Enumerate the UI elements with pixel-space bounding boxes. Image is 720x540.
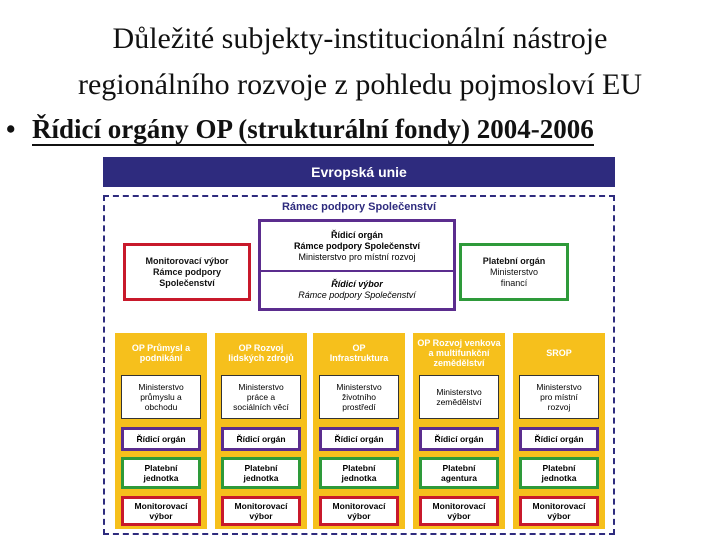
box-line: Ministerstvo	[138, 382, 184, 392]
paying-authority-box	[459, 243, 569, 301]
monitoring-committee-box	[121, 496, 201, 526]
bullet-heading	[6, 114, 720, 145]
op-name-line: OP Rozvoj venkova	[417, 338, 501, 348]
managing-authority-box	[519, 427, 599, 451]
op-name-line: zemědělství	[433, 358, 485, 368]
box-line: výbor	[249, 511, 273, 521]
box-line: jednotka	[143, 473, 179, 483]
monitoring-committee-box	[419, 496, 499, 526]
csf-steering-committee	[261, 272, 453, 308]
ministry-box	[319, 375, 399, 419]
csf-managing-authority-block	[258, 219, 456, 311]
op-column	[313, 333, 405, 529]
box-line: Rámce podpory Společenství	[298, 290, 416, 300]
box-line: Platební	[342, 463, 376, 473]
box-line: Ministerstvo	[436, 387, 482, 397]
box-line: prostředí	[342, 402, 376, 412]
box-line: Monitorovací	[332, 501, 386, 511]
paying-unit-box	[319, 457, 399, 489]
ministry-box	[221, 375, 301, 419]
box-line: Monitorovací	[134, 501, 188, 511]
box-line: Řídicí orgán	[434, 434, 484, 444]
box-line: Monitorovací	[532, 501, 586, 511]
op-name-line: Infrastruktura	[329, 353, 389, 363]
box-line: jednotka	[341, 473, 377, 483]
op-column-header	[215, 333, 307, 373]
op-column	[115, 333, 207, 529]
managing-authority-box	[319, 427, 399, 451]
op-name-line: OP Průmysl a	[131, 343, 191, 353]
box-line: výbor	[149, 511, 173, 521]
paying-unit-box	[221, 457, 301, 489]
eu-header: Evropská unie	[103, 157, 615, 187]
box-line: Řídicí orgán	[330, 229, 383, 240]
box-line: Rámce podpory Společenství	[293, 240, 421, 251]
box-line: Řídicí orgán	[136, 434, 186, 444]
op-column-header	[313, 333, 405, 373]
box-line: výbor	[347, 511, 371, 521]
op-column	[215, 333, 307, 529]
box-line: Společenství	[159, 277, 215, 288]
box-line: zemědělství	[436, 397, 482, 407]
op-name-line: a multifunkční	[428, 348, 490, 358]
managing-authority-box	[419, 427, 499, 451]
csf-frame-title: Rámec podpory Společenství	[281, 201, 437, 213]
ministry-box	[121, 375, 201, 419]
box-line: Monitorovací	[432, 501, 486, 511]
box-line: pro místní	[540, 392, 578, 402]
box-line: Ministerstvo	[238, 382, 284, 392]
ministry-box	[419, 375, 499, 419]
box-line: výbor	[547, 511, 571, 521]
op-column-header	[115, 333, 207, 373]
op-name-line: lidských zdrojů	[228, 353, 294, 363]
box-line: Řídicí výbor	[331, 279, 383, 289]
box-line: rozvoj	[547, 402, 571, 412]
box-line: Řídicí orgán	[334, 434, 384, 444]
csf-managing-authority	[261, 222, 453, 272]
box-line: Ministerstvo	[489, 266, 538, 277]
box-line: Ministerstvo	[336, 382, 382, 392]
box-line: Ministerstvo pro místní rozvoj	[298, 251, 416, 262]
box-line: Řídicí orgán	[534, 434, 584, 444]
box-line: financí	[500, 277, 528, 288]
op-name-line: SROP	[546, 348, 572, 358]
box-line: Platební	[542, 463, 576, 473]
managing-authority-box	[221, 427, 301, 451]
monitoring-committee-box	[319, 496, 399, 526]
box-line: agentura	[441, 473, 477, 483]
ministry-box	[519, 375, 599, 419]
box-line: obchodu	[144, 402, 178, 412]
op-name-line: podnikání	[139, 353, 183, 363]
op-column-header	[513, 333, 605, 373]
box-line: sociálních věcí	[233, 402, 289, 412]
csf-monitoring-committee-box	[123, 243, 251, 301]
box-line: Platební orgán	[482, 255, 546, 266]
box-line: jednotka	[243, 473, 279, 483]
bullet-symbol: •	[6, 114, 16, 144]
box-line: Rámce podpory	[152, 266, 221, 277]
box-line: Platební	[244, 463, 278, 473]
op-name-line: OP	[352, 343, 366, 353]
paying-unit-box	[121, 457, 201, 489]
managing-authority-box	[121, 427, 201, 451]
organization-diagram	[103, 157, 615, 535]
box-line: Monitorovací	[234, 501, 288, 511]
box-line: životního	[341, 392, 377, 402]
box-line: jednotka	[541, 473, 577, 483]
op-column	[513, 333, 605, 529]
op-name-line: OP Rozvoj	[238, 343, 284, 353]
op-column-header	[413, 333, 505, 373]
box-line: práce a	[246, 392, 276, 402]
paying-agency-box	[419, 457, 499, 489]
slide-title-line-2: regionálního rozvoje z pohledu pojmosloví EU	[77, 68, 643, 101]
box-line: Platební	[442, 463, 476, 473]
box-line: průmyslu a	[140, 392, 182, 402]
box-line: Monitorovací výbor	[145, 255, 229, 266]
slide-title-line-1: Důležité subjekty-institucionální nástroje	[112, 22, 608, 55]
bullet-text: Řídicí orgány OP (strukturální fondy) 2004-2006	[32, 114, 594, 144]
monitoring-committee-box	[221, 496, 301, 526]
op-column	[413, 333, 505, 529]
monitoring-committee-box	[519, 496, 599, 526]
box-line: výbor	[447, 511, 471, 521]
box-line: Řídicí orgán	[236, 434, 286, 444]
box-line: Ministerstvo	[536, 382, 582, 392]
paying-unit-box	[519, 457, 599, 489]
box-line: Platební	[144, 463, 178, 473]
